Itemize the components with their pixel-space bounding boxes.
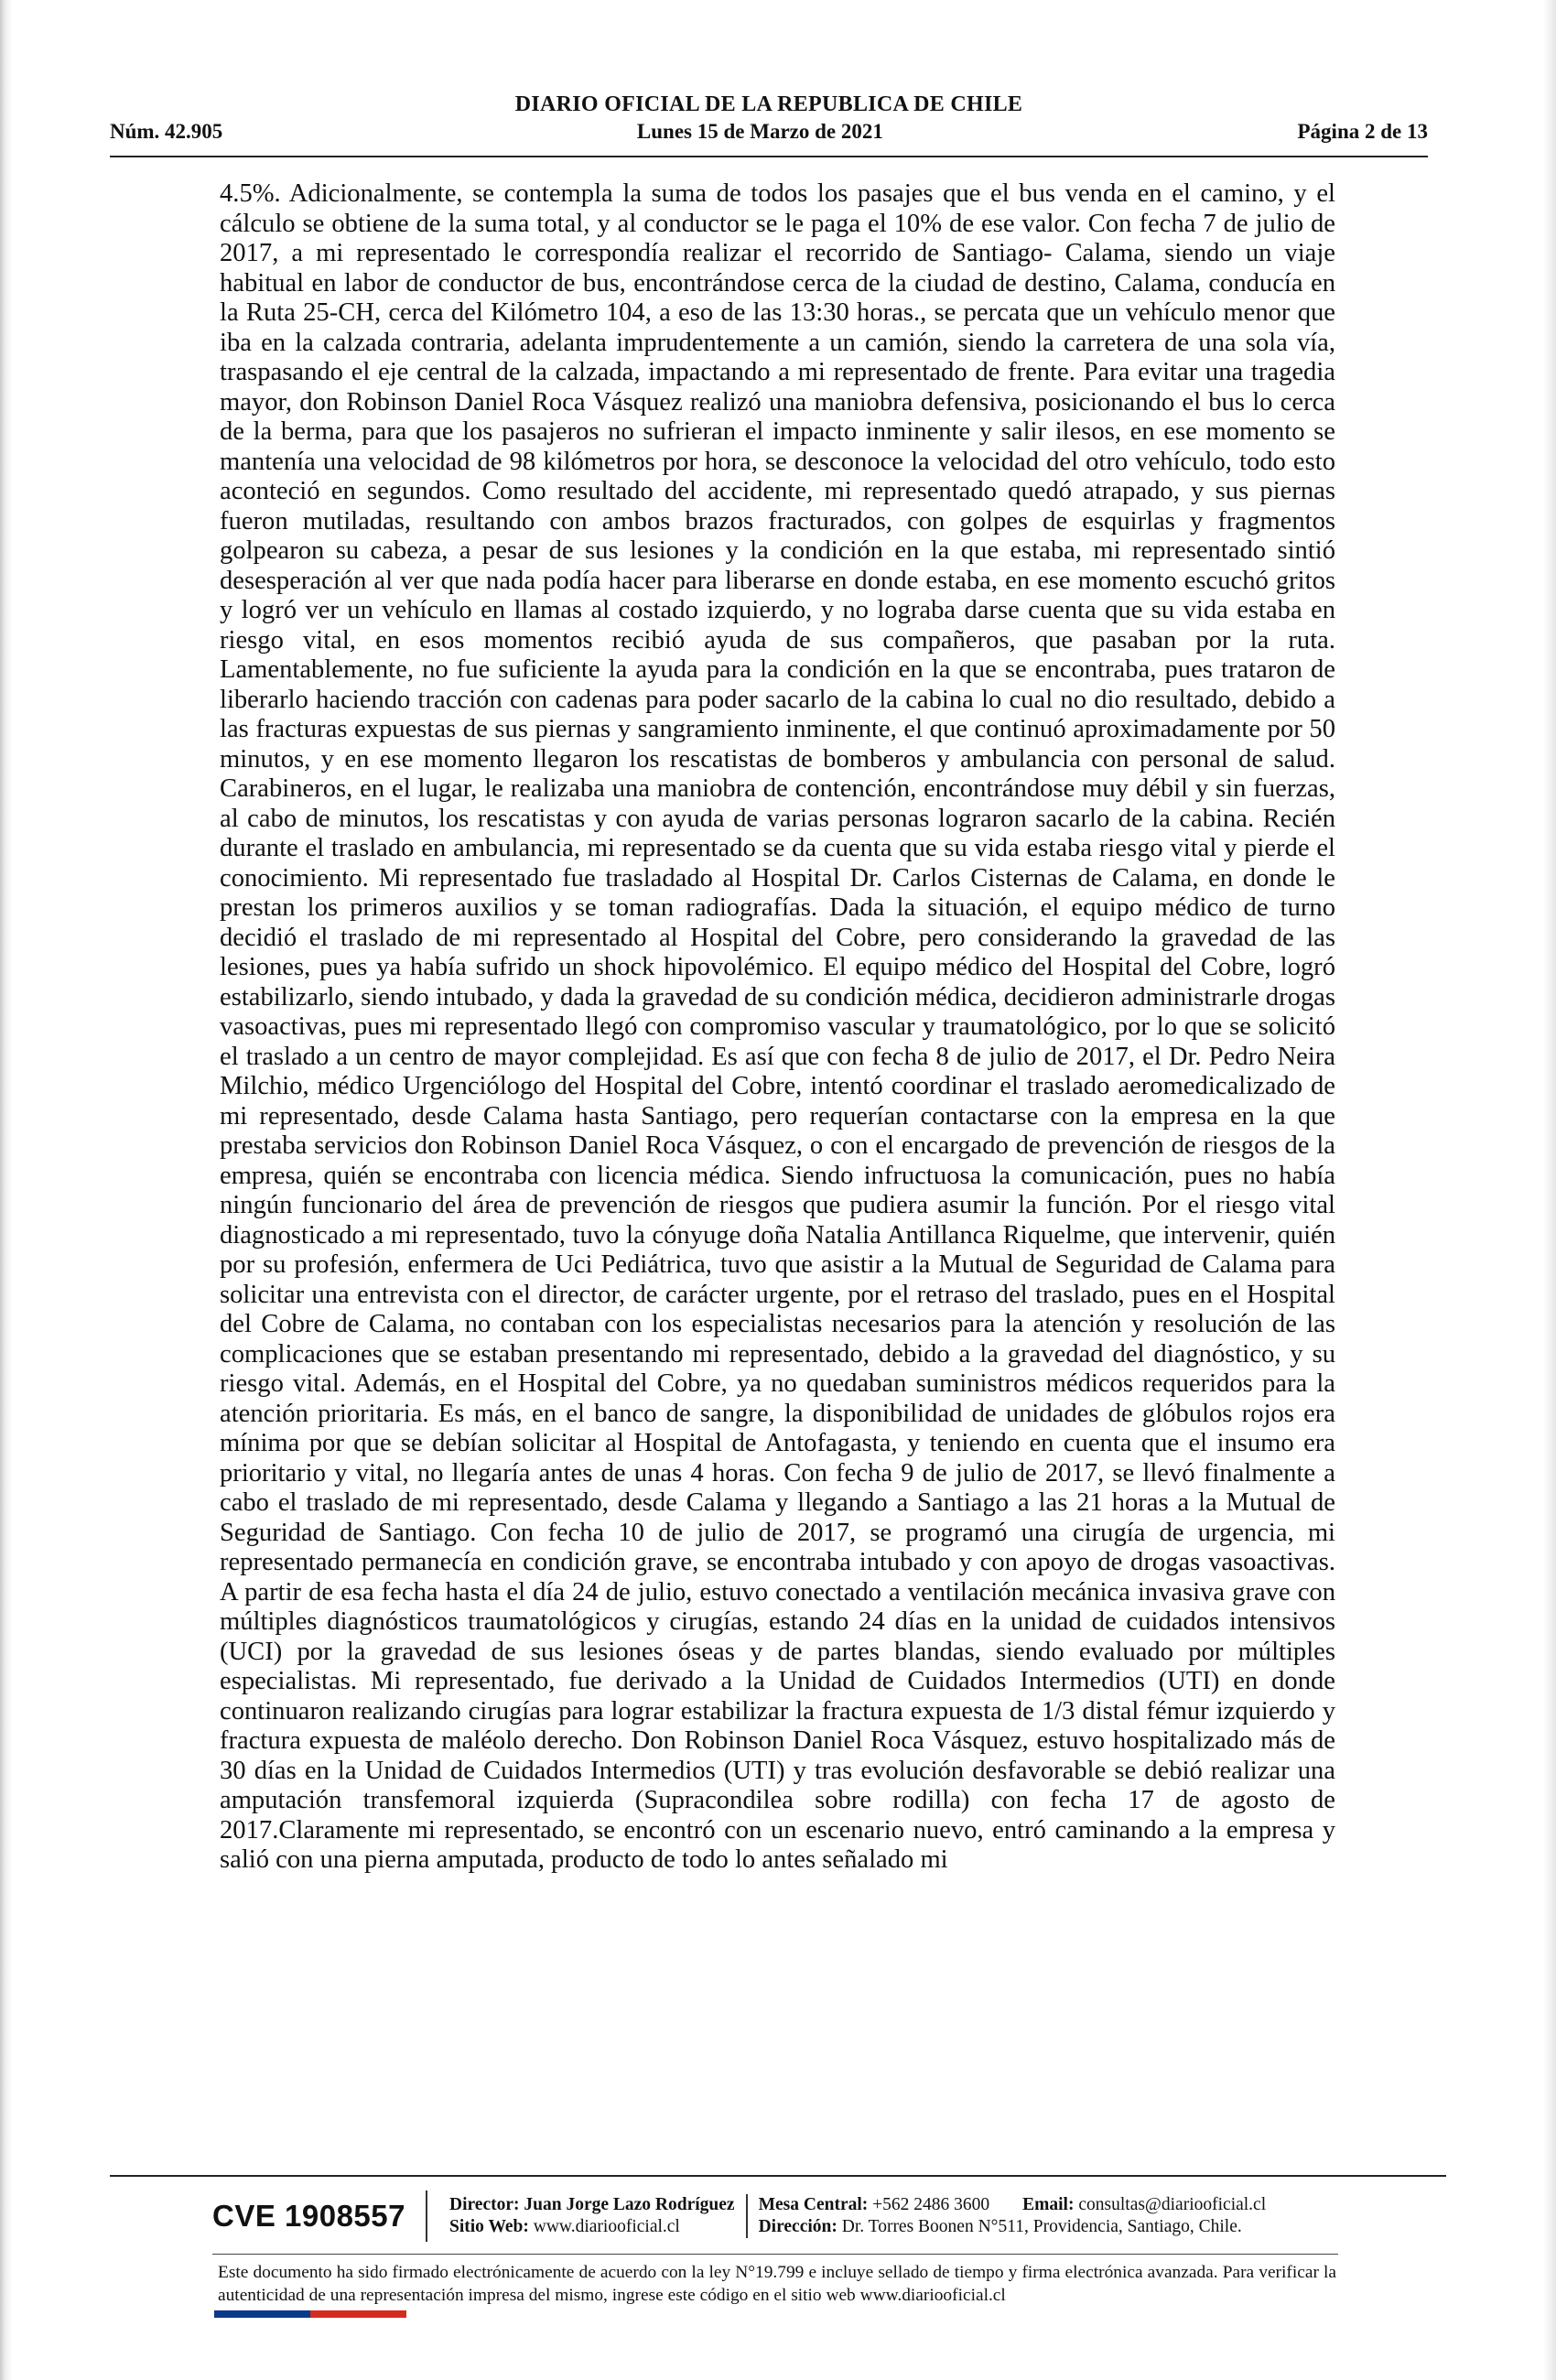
address-value: Dr. Torres Boonen N°511, Providencia, Santiago, Chile. (841, 2217, 1242, 2236)
footer-director-block (427, 2194, 746, 2238)
director-label: Director: (449, 2195, 520, 2214)
page-header (110, 92, 1428, 145)
address-label: Dirección: (758, 2217, 837, 2236)
flag-blue-segment (214, 2310, 310, 2318)
website-label: Sitio Web: (449, 2217, 529, 2236)
phone-value: +562 2486 3600 (872, 2195, 990, 2214)
gazette-title: DIARIO OFICIAL DE LA REPUBLICA DE CHILE (514, 92, 1023, 116)
phone-label: Mesa Central: (758, 2195, 869, 2214)
header-divider (110, 156, 1428, 157)
flag-red-segment (310, 2310, 406, 2318)
email-label: Email: (1022, 2195, 1075, 2214)
email-link[interactable]: consultas@diariooficial.cl (1078, 2195, 1267, 2214)
header-meta-row (110, 119, 1428, 145)
issue-number: Núm. 42.905 (110, 120, 223, 143)
footer-divider (110, 2175, 1446, 2177)
page-footer (212, 2184, 1338, 2248)
flag-stripe (214, 2310, 406, 2318)
page-indicator: Página 2 de 13 (1297, 120, 1428, 143)
body-paragraph: 4.5%. Adicionalmente, se contempla la suma de todos los pasajes que el bus venda en el camino, y el cálculo se obtiene de la suma total, y al conductor se le paga el 10% de ese valor. Con fecha 7 de julio de 2017, a mi representado le correspondía realizar el recorrido de Santiago- Calama, siendo un viaje habitual en labor de conductor de bus, encontrándose cerca de la ciudad de destino, Calama, conducía en la Ruta 25-CH, cerca del Kilómetro 104, a eso de las 13:30 horas., se percata que un vehículo menor que iba en la calzada contraria, adelanta imprudentemente a un camión, siendo la carretera de una sola vía, traspasando el eje central de la calzada, impactando a mi representado de frente. Para evitar una tragedia mayor, don Robinson Daniel Roca Vásquez realizó una maniobra defensiva, posicionando el bus lo cerca de la berma, para que los pasajeros no sufrieran el impacto inminente y salir ilesos, en ese momento se mantenía una velocidad de 98 kilómetros por hora, se desconoce la velocidad del otro vehículo, todo esto aconteció en segundos. Como resultado del accidente, mi representado quedó atrapado, y sus piernas fueron mutiladas, resultando con ambos brazos fracturados, con golpes de esquirlas y fragmentos golpearon su cabeza, a pesar de sus lesiones y la condición en la que estaba, mi representado sintió desesperación al ver que nada podía hacer para liberarse en donde estaba, en ese momento escuchó gritos y logró ver un vehículo en llamas al costado izquierdo, y no lograba darse cuenta que su vida estaba en riesgo vital, en esos momentos recibió ayuda de sus compañeros, que pasaban por la ruta. Lamentablemente, no fue suficiente la ayuda para la condición en la que se encontraba, pues trataron de liberarlo haciendo tracción con cadenas para poder sacarlo de la cabina lo cual no dio resultado, debido a las fracturas expuestas de sus piernas y sangramiento inminente, el que continuó aproximadamente por 50 minutos, y en ese momento llegaron los rescatistas de bomberos y ambulancia con personal de salud. Carabineros, en el lugar, le realizaba una maniobra de contención, encontrándose muy débil y sin fuerzas, al cabo de minutos, los rescatistas y con ayuda de varias personas lograron sacarlo de la cabina. Recién durante el traslado en ambulancia, mi representado se da cuenta que su vida estaba riesgo vital y pierde el conocimiento. Mi representado fue trasladado al Hospital Dr. Carlos Cisternas de Calama, en donde le prestan los primeros auxilios y se toman radiografías. Dada la situación, el equipo médico de turno decidió el traslado de mi representado al Hospital del Cobre, pero considerando la gravedad de las lesiones, pues ya había sufrido un shock hipovolémico. El equipo médico del Hospital del Cobre, logró estabilizarlo, siendo intubado, y dada la gravedad de su condición médica, decidieron administrarle drogas vasoactivas, pues mi representado llegó con compromiso vascular y traumatológico, por lo que se solicitó el traslado a un centro de mayor complejidad. Es así que con fecha 8 de julio de 2017, el Dr. Pedro Neira Milchio, médico Urgenciólogo del Hospital del Cobre, intentó coordinar el traslado aeromedicalizado de mi representado, desde Calama hasta Santiago, pero requerían contactarse con la empresa en la que prestaba servicios don Robinson Daniel Roca Vásquez, o con el encargado de prevención de riesgos de la empresa, quién se encontraba con licencia médica. Siendo infructuosa la comunicación, pues no había ningún funcionario del área de prevención de riesgos que pudiera asumir la función. Por el riesgo vital diagnosticado a mi representado, tuvo la cónyuge doña Natalia Antillanca Riquelme, que intervenir, quién por su profesión, enfermera de Uci Pediátrica, tuvo que asistir a la Mutual de Seguridad de Calama para solicitar una entrevista con el director, de carácter urgente, por el retraso del traslado, pues en el Hospital del Cobre de Calama, no contaban con los especialistas necesarios para la atención y resolución de las complicaciones que se estaban presentando mi representado, debido a la gravedad del diagnóstico, y su riesgo vital. Además, en el Hospital del Cobre, ya no quedaban suministros médicos requeridos para la atención prioritaria. Es más, en el banco de sangre, la disponibilidad de unidades de glóbulos rojos era mínima por que se debían solicitar al Hospital de Antofagasta, y teniendo en cuenta que el insumo era prioritario y vital, no llegaría antes de unas 4 horas. Con fecha 9 de julio de 2017, se llevó finalmente a cabo el traslado de mi representado, desde Calama y llegando a Santiago a las 21 horas a la Mutual de Seguridad de Santiago. Con fecha 10 de julio de 2017, se programó una cirugía de urgencia, mi representado permanecía en condición grave, se encontraba intubado y con apoyo de drogas vasoactivas. A partir de esa fecha hasta el día 24 de julio, estuvo conectado a ventilación mecánica invasiva grave con múltiples diagnósticos traumatológicos y cirugías, estando 24 días en la unidad de cuidados intensivos (UCI) por la gravedad de sus lesiones óseas y de partes blandas, siendo evaluado por múltiples especialistas. Mi representado, fue derivado a la Unidad de Cuidados Intermedios (UTI) en donde continuaron realizando cirugías para lograr estabilizar la fractura expuesta de 1/3 distal fémur izquierdo y fractura expuesta de maléolo derecho. Don Robinson Daniel Roca Vásquez, estuvo hospitalizado más de 30 días en la Unidad de Cuidados Intermedios (UTI) y tras evolución desfavorable se debió realizar una amputación transfemoral izquierda (Supracondilea sobre rodilla) con fecha 17 de agosto de 2017.Claramente mi representado, se encontró con un escenario nuevo, entró caminando a la empresa y salió con una pierna amputada, producto de todo lo antes señalado mi (220, 179, 1335, 1874)
footer-inner-divider (212, 2254, 1338, 2255)
cve-code[interactable]: CVE 1908557 (212, 2191, 427, 2242)
legal-notice: Este documento ha sido firmado electrónicamente de acuerdo con la ley N°19.799 e incluye sellado de tiempo y firma electrónica avanzada. Para verificar la autenticidad de una representación impresa del mismo, ingrese este código en el sitio web www.diariooficial.cl (218, 2263, 1336, 2305)
director-name: Juan Jorge Lazo Rodríguez (524, 2195, 735, 2214)
footer-contact-block (746, 2194, 1278, 2238)
issue-date: Lunes 15 de Marzo de 2021 (636, 120, 883, 143)
website-link[interactable]: www.diariooficial.cl (533, 2217, 680, 2236)
